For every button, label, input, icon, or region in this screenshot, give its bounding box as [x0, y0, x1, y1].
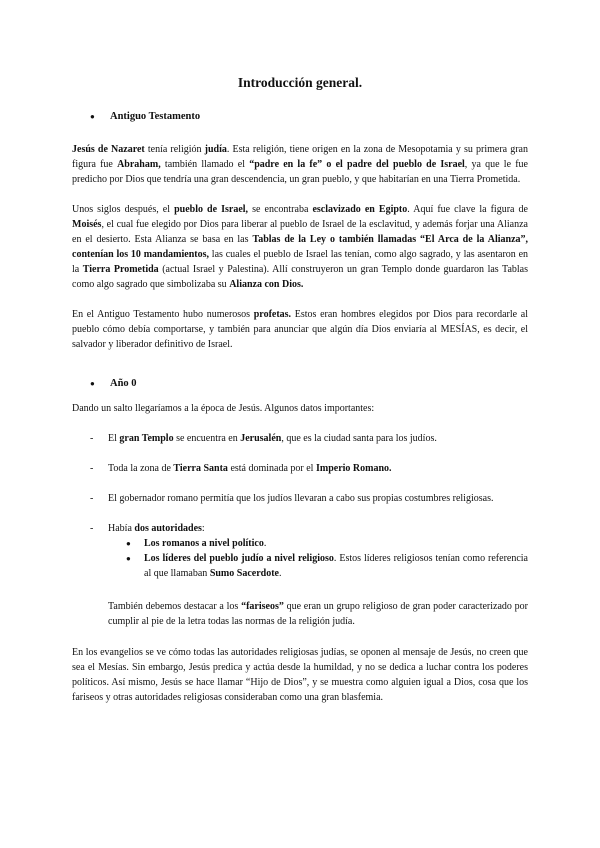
text: , que es la ciudad santa para los judíos. [281, 433, 437, 444]
section-heading-antiguo-testamento [72, 109, 528, 124]
text: , el cual fue elegido por Dios para liberar al pueblo de Israel de la esclavitud, y además forjar una Alianza en el desierto. Esta Alianza se basa en las [72, 219, 528, 245]
list-item-text [108, 521, 528, 581]
text-bold: Tablas de la Ley o también llamadas “El Arca de la Alianza”, contenían los 10 mandamientos, [72, 234, 529, 260]
section-heading-ano-0 [72, 376, 528, 391]
text: . [263, 538, 267, 549]
document-page [72, 60, 528, 705]
text: que eran un grupo religioso de gran poder caracterizado por cumplir al pie de la letra todas las normas de la religión judía. [108, 601, 529, 627]
text-bold: Moisés [72, 219, 102, 230]
dash-marker: - [90, 433, 94, 444]
text: En el Antiguo Testamento hubo numerosos [72, 309, 254, 320]
text-bold: profetas. [253, 309, 292, 320]
text: también llamado el [160, 159, 250, 170]
text: . Aquí fue clave la figura de [407, 204, 528, 215]
text: Había [108, 523, 135, 534]
bullet-icon: ● [90, 112, 95, 121]
text-bold: gran Templo [119, 433, 174, 444]
text-bold: judía [204, 144, 227, 155]
list-item-text [108, 461, 528, 476]
text-bold: “fariseos” [241, 601, 284, 612]
text: se encontraba [248, 204, 313, 215]
page-title: Introducción general. [237, 75, 363, 90]
dash-marker: - [90, 493, 94, 504]
sublist-item-text [144, 536, 528, 551]
sublist-item-text [144, 551, 528, 581]
text: , ya que le fue predicho por Dios que tendría una gran descendencia, un gran pueblo, y que habitarían en una Tierra Prometida. [72, 159, 528, 185]
text: El [108, 433, 120, 444]
list-item-text: El gobernador romano permitía que los judíos llevaran a cabo sus propias costumbres religiosas. [108, 493, 494, 504]
list-item [72, 521, 528, 581]
text-bold: Los romanos a nivel político [144, 538, 264, 549]
text-bold: Sumo Sacerdote [209, 568, 279, 579]
section-heading-label: Año 0 [110, 378, 137, 389]
text: Toda la zona de [108, 463, 174, 474]
authorities-sublist [108, 536, 528, 581]
paragraph-evangelios: En los evangelios se ve cómo todas las autoridades religiosas judías, se oponen al mensaje de Jesús, no creen que sea el Mesías. Sin embargo, Jesús predica y actúa desde la humildad, y no se dedica a luchar contra los poderes políticos. Así mismo, Jesús se hace llamar “Hijo de Dios”, y se muestra como alguien igual a Dios, cosa que los fariseos y otras autoridades religiosas consideraban como una gran blasfemia. [72, 647, 528, 703]
text: : [201, 523, 205, 534]
bullet-icon: ● [126, 554, 131, 563]
sublist-item [108, 551, 528, 581]
section-heading-label: Antiguo Testamento [110, 111, 201, 122]
text-bold: esclavizado en Egipto [312, 204, 408, 215]
text: Estos eran hombres elegidos por Dios para recordarle al pueblo cómo debía comportarse, y también para anunciar que algún día Dios enviaría al MESÍAS, es decir, el salvador y liberador definitivo de Israel. [72, 309, 529, 350]
paragraph-profetas [72, 307, 528, 352]
text: . [278, 568, 282, 579]
dash-marker: - [90, 463, 94, 474]
paragraph-jesus-origen [72, 142, 528, 187]
text-bold: dos autoridades [134, 523, 202, 534]
list-item [72, 461, 528, 476]
text: . Estos líderes religiosos tenían como referencia al que llamaban [144, 553, 528, 579]
text-bold: Imperio Romano. [315, 463, 392, 474]
text-bold: “padre en la fe” o el padre del pueblo de Israel [249, 159, 465, 170]
text-bold: Abraham, [117, 159, 161, 170]
dash-marker: - [90, 523, 94, 534]
text-bold: Los líderes del pueblo judío a nivel religioso [144, 553, 334, 564]
text-bold: pueblo de Israel, [174, 204, 249, 215]
text: las cuales el pueblo de Israel las tenían, como algo sagrado, y las asentaron en la [72, 249, 529, 275]
paragraph-moises [72, 202, 528, 292]
list-item [72, 431, 528, 446]
text-bold: Alianza con Dios. [229, 279, 304, 290]
text-bold: Jesús de Nazaret [72, 144, 145, 155]
text: También debemos destacar a los [108, 601, 242, 612]
text-bold: Jerusalén [240, 433, 282, 444]
text-bold: Tierra Prometida [82, 264, 159, 275]
sublist-item [108, 536, 528, 551]
list-item-text [108, 431, 528, 446]
facts-list [72, 431, 528, 581]
text: se encuentra en [173, 433, 241, 444]
bullet-icon: ● [90, 379, 95, 388]
text-bold: Tierra Santa [173, 463, 228, 474]
text: (actual Israel y Palestina). Allí construyeron un gran Templo donde guardaron las Tablas como algo sagrado que simbolizaba su [72, 264, 528, 290]
text: Unos siglos después, el [72, 204, 175, 215]
paragraph-fariseos [72, 599, 528, 629]
text: está dominada por el [227, 463, 316, 474]
paragraph-intro-jesus: Dando un salto llegaríamos a la época de Jesús. Algunos datos importantes: [72, 403, 375, 414]
list-item [72, 491, 528, 506]
bullet-icon: ● [126, 539, 131, 548]
text: . Esta religión, tiene origen en la zona de Mesopotamia y su primera gran figura fue [72, 144, 528, 170]
text: tenía religión [144, 144, 205, 155]
